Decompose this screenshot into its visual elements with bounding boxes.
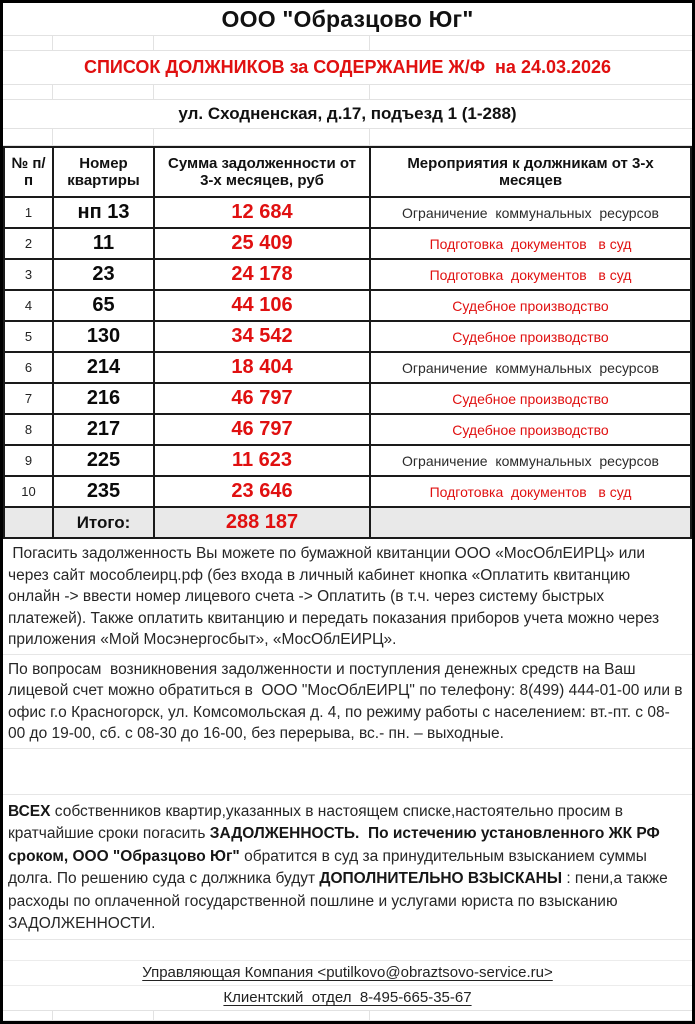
building-address: ул. Сходненская, д.17, подъезд 1 (1-288): [178, 104, 517, 123]
company-title: ООО "Образцово Юг": [221, 5, 474, 32]
table-row: [4, 290, 691, 321]
row-number-cell: 3: [4, 259, 53, 290]
row-number-cell: 8: [4, 414, 53, 445]
apartment-cell: 23: [53, 259, 154, 290]
header-num: № п/п: [4, 147, 53, 197]
apartment-cell: 11: [53, 228, 154, 259]
table-row: [4, 476, 691, 507]
apartment-cell: 225: [53, 445, 154, 476]
grid-spacer-row: [3, 1010, 692, 1022]
row-number-cell: 4: [4, 290, 53, 321]
amount-cell: 46 797: [154, 383, 370, 414]
table-row: [4, 259, 691, 290]
total-actions-empty-cell: [370, 507, 691, 538]
action-cell: Ограничение коммунальных ресурсов: [370, 197, 691, 228]
action-cell: Судебное производство: [370, 290, 691, 321]
grid-spacer-row: [3, 129, 692, 146]
amount-cell: 46 797: [154, 414, 370, 445]
legal-notice-paragraph: ВСЕХ собственников квартир,указанных в настоящем списке,настоятельно просим в кратчайшие сроки погасить ЗАДОЛЖЕННОСТЬ. По истечению установленного ЖК РФ сроком, ООО "Образцово Юг" обратится в суд за принудительным взысканием суммы долга. По решению суда с должника будут ДОПОЛНИТЕЛЬНО ВЗЫСКАНЫ : пени,а также расходы по оплаченной государственной пошлине и услугами юриста по взысканию ЗАДОЛЖЕННОСТИ.: [3, 795, 692, 940]
table-row: [4, 321, 691, 352]
header-actions: Мероприятия к должникам от 3-х месяцев: [370, 147, 691, 197]
table-row: [4, 197, 691, 228]
header-apartment: Номер квартиры: [53, 147, 154, 197]
blank-row: [3, 749, 692, 795]
table-row: [4, 352, 691, 383]
client-department-phone: Клиентский отдел 8-495-665-35-67: [223, 989, 472, 1006]
total-empty-cell: [4, 507, 53, 538]
address-row: [3, 100, 692, 129]
action-cell: Подготовка документов в суд: [370, 476, 691, 507]
table-row: [4, 228, 691, 259]
apartment-cell: 235: [53, 476, 154, 507]
row-number-cell: 10: [4, 476, 53, 507]
apartment-cell: 65: [53, 290, 154, 321]
row-number-cell: 1: [4, 197, 53, 228]
amount-cell: 12 684: [154, 197, 370, 228]
action-cell: Подготовка документов в суд: [370, 228, 691, 259]
total-label: Итого:: [53, 507, 154, 538]
amount-cell: 11 623: [154, 445, 370, 476]
table-header-row: [4, 147, 691, 197]
grid-spacer-row: [3, 36, 692, 51]
total-amount: 288 187: [154, 507, 370, 538]
management-company-contact: Управляющая Компания <putilkovo@obraztsovo-service.ru>: [142, 964, 553, 981]
total-row: [4, 507, 691, 538]
header-amount: Сумма задолженности от 3-х месяцев, руб: [154, 147, 370, 197]
list-title-row: [3, 51, 692, 85]
action-cell: Судебное производство: [370, 321, 691, 352]
apartment-cell: 217: [53, 414, 154, 445]
action-cell: Подготовка документов в суд: [370, 259, 691, 290]
row-number-cell: 6: [4, 352, 53, 383]
blank-row: [3, 940, 692, 960]
apartment-cell: 130: [53, 321, 154, 352]
row-number-cell: 5: [4, 321, 53, 352]
amount-cell: 24 178: [154, 259, 370, 290]
company-title-row: [3, 3, 692, 36]
contact-info-paragraph: По вопросам возникновения задолженности и поступления денежных средств на Ваш лицевой счет можно обратиться в ООО "МосОблЕИРЦ" по телефону: 8(499) 444-01-00 или в офис г.о Красногорск, ул. Комсомольская д. 4, по режиму работы с населением: вт.-пт. с 08-00 до 19-00, сб. с 08-30 до 16-00, без перерыва, вс.- пн. – выходные.: [3, 655, 692, 749]
table-row: [4, 445, 691, 476]
amount-cell: 18 404: [154, 352, 370, 383]
amount-cell: 23 646: [154, 476, 370, 507]
row-number-cell: 7: [4, 383, 53, 414]
action-cell: Ограничение коммунальных ресурсов: [370, 352, 691, 383]
table-row: [4, 414, 691, 445]
debtors-table: [3, 146, 692, 539]
apartment-cell: 214: [53, 352, 154, 383]
apartment-cell: нп 13: [53, 197, 154, 228]
list-title: СПИСОК ДОЛЖНИКОВ за СОДЕРЖАНИЕ Ж/Ф на 24.03.2026: [83, 57, 612, 77]
payment-info-paragraph: Погасить задолженность Вы можете по бумажной квитанции ООО «МосОблЕИРЦ» или через сайт мособлеирц.рф (без входа в личный кабинет кнопка «Оплатить квитанцию онлайн -> ввести номер лицевого счета -> Оплатить (в т.ч. через систему быстрых платежей). Также оплатить квитанцию и передать показания приборов учета можно через приложения «Мой Мосэнергосбыт», «МосОблЕИРЦ».: [3, 539, 692, 655]
amount-cell: 44 106: [154, 290, 370, 321]
action-cell: Ограничение коммунальных ресурсов: [370, 445, 691, 476]
action-cell: Судебное производство: [370, 383, 691, 414]
management-company-row: [3, 960, 692, 985]
row-number-cell: 2: [4, 228, 53, 259]
client-department-row: [3, 985, 692, 1010]
row-number-cell: 9: [4, 445, 53, 476]
grid-spacer-row: [3, 85, 692, 100]
action-cell: Судебное производство: [370, 414, 691, 445]
amount-cell: 25 409: [154, 228, 370, 259]
apartment-cell: 216: [53, 383, 154, 414]
amount-cell: 34 542: [154, 321, 370, 352]
table-row: [4, 383, 691, 414]
